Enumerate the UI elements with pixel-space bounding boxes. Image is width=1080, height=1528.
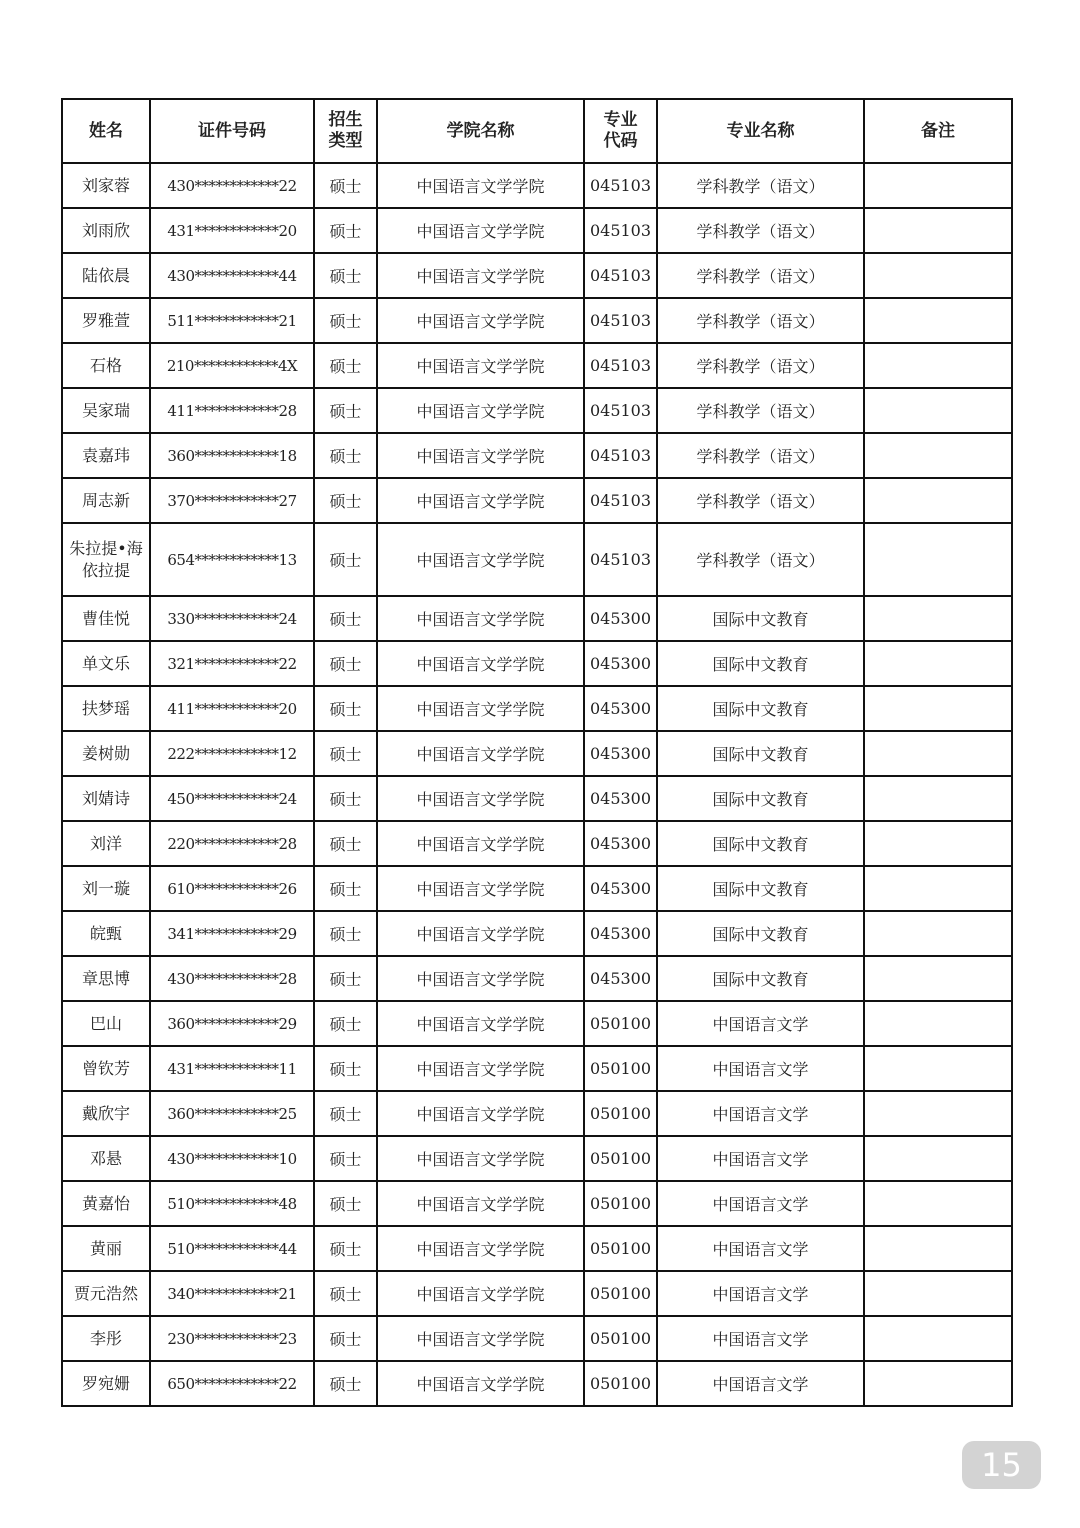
- cell-college: 中国语言文学学院: [377, 1136, 584, 1181]
- cell-id-number: 431************20: [150, 208, 314, 253]
- cell-major-code: 045103: [584, 388, 657, 433]
- cell-major-name: 学科教学（语文）: [657, 478, 864, 523]
- cell-name: 罗宛姗: [62, 1361, 150, 1406]
- table-row: [62, 731, 1012, 776]
- cell-major-code: 045300: [584, 911, 657, 956]
- cell-major-name: 学科教学（语文）: [657, 253, 864, 298]
- cell-enrollment-type: 硕士: [314, 163, 377, 208]
- cell-id-number: 222************12: [150, 731, 314, 776]
- page-number-badge: 15: [962, 1441, 1041, 1489]
- cell-enrollment-type: 硕士: [314, 478, 377, 523]
- cell-college: 中国语言文学学院: [377, 956, 584, 1001]
- cell-remarks: [864, 866, 1012, 911]
- cell-college: 中国语言文学学院: [377, 1001, 584, 1046]
- cell-enrollment-type: 硕士: [314, 776, 377, 821]
- cell-major-name: 中国语言文学: [657, 1091, 864, 1136]
- cell-name: 石格: [62, 343, 150, 388]
- table-row: [62, 343, 1012, 388]
- table-row: [62, 1271, 1012, 1316]
- cell-name: 戴欣宇: [62, 1091, 150, 1136]
- cell-college: 中国语言文学学院: [377, 1271, 584, 1316]
- cell-major-code: 050100: [584, 1136, 657, 1181]
- table-row: [62, 208, 1012, 253]
- cell-major-name: 学科教学（语文）: [657, 163, 864, 208]
- cell-enrollment-type: 硕士: [314, 1046, 377, 1091]
- table-row: [62, 388, 1012, 433]
- table-row: [62, 956, 1012, 1001]
- cell-remarks: [864, 731, 1012, 776]
- table-header-row: [62, 99, 1012, 163]
- cell-college: 中国语言文学学院: [377, 821, 584, 866]
- cell-major-name: 中国语言文学: [657, 1361, 864, 1406]
- cell-remarks: [864, 911, 1012, 956]
- cell-id-number: 341************29: [150, 911, 314, 956]
- cell-major-name: 国际中文教育: [657, 956, 864, 1001]
- header-remarks: 备注: [864, 99, 1012, 163]
- cell-enrollment-type: 硕士: [314, 1136, 377, 1181]
- cell-major-name: 学科教学（语文）: [657, 433, 864, 478]
- cell-name: 陆依晨: [62, 253, 150, 298]
- cell-college: 中国语言文学学院: [377, 343, 584, 388]
- cell-name: 刘家蓉: [62, 163, 150, 208]
- cell-college: 中国语言文学学院: [377, 1091, 584, 1136]
- cell-id-number: 370************27: [150, 478, 314, 523]
- cell-remarks: [864, 1226, 1012, 1271]
- cell-name: 扶梦瑶: [62, 686, 150, 731]
- cell-college: 中国语言文学学院: [377, 1181, 584, 1226]
- cell-id-number: 360************18: [150, 433, 314, 478]
- cell-remarks: [864, 596, 1012, 641]
- cell-id-number: 431************11: [150, 1046, 314, 1091]
- cell-major-code: 050100: [584, 1271, 657, 1316]
- cell-id-number: 510************48: [150, 1181, 314, 1226]
- cell-remarks: [864, 1001, 1012, 1046]
- cell-enrollment-type: 硕士: [314, 298, 377, 343]
- cell-name: 曹佳悦: [62, 596, 150, 641]
- cell-enrollment-type: 硕士: [314, 1091, 377, 1136]
- cell-remarks: [864, 298, 1012, 343]
- cell-major-name: 学科教学（语文）: [657, 343, 864, 388]
- cell-name: 姜树勋: [62, 731, 150, 776]
- cell-remarks: [864, 1316, 1012, 1361]
- header-id-number: 证件号码: [150, 99, 314, 163]
- cell-major-code: 050100: [584, 1316, 657, 1361]
- cell-id-number: 340************21: [150, 1271, 314, 1316]
- cell-name: 单文乐: [62, 641, 150, 686]
- table-row: [62, 523, 1012, 596]
- cell-id-number: 450************24: [150, 776, 314, 821]
- cell-name: 贾元浩然: [62, 1271, 150, 1316]
- cell-id-number: 430************44: [150, 253, 314, 298]
- cell-major-code: 045103: [584, 433, 657, 478]
- cell-major-code: 050100: [584, 1001, 657, 1046]
- cell-remarks: [864, 343, 1012, 388]
- cell-major-code: 050100: [584, 1361, 657, 1406]
- cell-college: 中国语言文学学院: [377, 523, 584, 596]
- cell-college: 中国语言文学学院: [377, 776, 584, 821]
- cell-remarks: [864, 163, 1012, 208]
- table-row: [62, 1361, 1012, 1406]
- cell-college: 中国语言文学学院: [377, 1361, 584, 1406]
- cell-id-number: 650************22: [150, 1361, 314, 1406]
- cell-major-name: 国际中文教育: [657, 776, 864, 821]
- cell-major-code: 045300: [584, 956, 657, 1001]
- cell-name: 曾钦芳: [62, 1046, 150, 1091]
- cell-id-number: 360************29: [150, 1001, 314, 1046]
- cell-name: 皖甄: [62, 911, 150, 956]
- cell-id-number: 220************28: [150, 821, 314, 866]
- cell-major-code: 045103: [584, 298, 657, 343]
- cell-id-number: 321************22: [150, 641, 314, 686]
- cell-college: 中国语言文学学院: [377, 911, 584, 956]
- table-row: [62, 163, 1012, 208]
- cell-name: 刘一璇: [62, 866, 150, 911]
- cell-major-name: 国际中文教育: [657, 866, 864, 911]
- cell-name: 黄嘉怡: [62, 1181, 150, 1226]
- cell-major-name: 国际中文教育: [657, 686, 864, 731]
- cell-enrollment-type: 硕士: [314, 1271, 377, 1316]
- cell-college: 中国语言文学学院: [377, 253, 584, 298]
- cell-college: 中国语言文学学院: [377, 298, 584, 343]
- cell-major-name: 中国语言文学: [657, 1181, 864, 1226]
- cell-enrollment-type: 硕士: [314, 641, 377, 686]
- cell-name: 邓悬: [62, 1136, 150, 1181]
- cell-name: 巴山: [62, 1001, 150, 1046]
- table-row: [62, 776, 1012, 821]
- cell-remarks: [864, 821, 1012, 866]
- table-row: [62, 1046, 1012, 1091]
- table-row: [62, 866, 1012, 911]
- cell-enrollment-type: 硕士: [314, 1226, 377, 1271]
- cell-enrollment-type: 硕士: [314, 1316, 377, 1361]
- cell-major-name: 中国语言文学: [657, 1136, 864, 1181]
- cell-id-number: 330************24: [150, 596, 314, 641]
- cell-college: 中国语言文学学院: [377, 1226, 584, 1271]
- cell-id-number: 230************23: [150, 1316, 314, 1361]
- cell-name: 刘婧诗: [62, 776, 150, 821]
- table-row: [62, 1091, 1012, 1136]
- table-row: [62, 596, 1012, 641]
- cell-major-name: 国际中文教育: [657, 641, 864, 686]
- table-row: [62, 478, 1012, 523]
- header-enrollment-type: 招生类型: [314, 99, 377, 163]
- cell-name: 刘雨欣: [62, 208, 150, 253]
- cell-major-name: 中国语言文学: [657, 1226, 864, 1271]
- cell-college: 中国语言文学学院: [377, 686, 584, 731]
- cell-remarks: [864, 523, 1012, 596]
- cell-enrollment-type: 硕士: [314, 433, 377, 478]
- cell-major-code: 045103: [584, 478, 657, 523]
- cell-college: 中国语言文学学院: [377, 641, 584, 686]
- cell-major-name: 学科教学（语文）: [657, 388, 864, 433]
- cell-major-code: 050100: [584, 1181, 657, 1226]
- cell-major-code: 045300: [584, 731, 657, 776]
- cell-major-code: 045103: [584, 253, 657, 298]
- cell-remarks: [864, 1136, 1012, 1181]
- cell-major-code: 045103: [584, 208, 657, 253]
- cell-id-number: 511************21: [150, 298, 314, 343]
- cell-remarks: [864, 641, 1012, 686]
- cell-enrollment-type: 硕士: [314, 821, 377, 866]
- cell-college: 中国语言文学学院: [377, 596, 584, 641]
- cell-id-number: 411************28: [150, 388, 314, 433]
- cell-id-number: 430************22: [150, 163, 314, 208]
- admission-list-table: [61, 98, 1013, 1407]
- table-row: [62, 433, 1012, 478]
- cell-enrollment-type: 硕士: [314, 686, 377, 731]
- cell-remarks: [864, 686, 1012, 731]
- cell-major-code: 045103: [584, 343, 657, 388]
- cell-major-name: 国际中文教育: [657, 911, 864, 956]
- cell-college: 中国语言文学学院: [377, 1316, 584, 1361]
- table-row: [62, 641, 1012, 686]
- cell-name: 罗雅萱: [62, 298, 150, 343]
- cell-college: 中国语言文学学院: [377, 433, 584, 478]
- cell-major-name: 国际中文教育: [657, 731, 864, 776]
- table-row: [62, 1136, 1012, 1181]
- cell-id-number: 430************28: [150, 956, 314, 1001]
- cell-remarks: [864, 1091, 1012, 1136]
- header-college: 学院名称: [377, 99, 584, 163]
- cell-major-code: 050100: [584, 1091, 657, 1136]
- cell-enrollment-type: 硕士: [314, 253, 377, 298]
- cell-major-code: 050100: [584, 1046, 657, 1091]
- cell-college: 中国语言文学学院: [377, 1046, 584, 1091]
- cell-remarks: [864, 253, 1012, 298]
- cell-name: 周志新: [62, 478, 150, 523]
- cell-major-code: 045300: [584, 776, 657, 821]
- cell-major-code: 045300: [584, 596, 657, 641]
- cell-major-name: 中国语言文学: [657, 1271, 864, 1316]
- cell-remarks: [864, 1181, 1012, 1226]
- table-row: [62, 298, 1012, 343]
- cell-remarks: [864, 433, 1012, 478]
- cell-name: 刘洋: [62, 821, 150, 866]
- table-row: [62, 686, 1012, 731]
- cell-major-name: 学科教学（语文）: [657, 298, 864, 343]
- table-row: [62, 1316, 1012, 1361]
- cell-major-code: 045300: [584, 821, 657, 866]
- cell-major-name: 国际中文教育: [657, 596, 864, 641]
- cell-enrollment-type: 硕士: [314, 208, 377, 253]
- cell-college: 中国语言文学学院: [377, 388, 584, 433]
- cell-remarks: [864, 1271, 1012, 1316]
- cell-id-number: 654************13: [150, 523, 314, 596]
- cell-college: 中国语言文学学院: [377, 731, 584, 776]
- cell-enrollment-type: 硕士: [314, 1001, 377, 1046]
- cell-major-name: 学科教学（语文）: [657, 523, 864, 596]
- cell-enrollment-type: 硕士: [314, 523, 377, 596]
- cell-college: 中国语言文学学院: [377, 163, 584, 208]
- cell-id-number: 610************26: [150, 866, 314, 911]
- cell-enrollment-type: 硕士: [314, 956, 377, 1001]
- cell-major-code: 045300: [584, 866, 657, 911]
- cell-major-code: 045103: [584, 523, 657, 596]
- cell-id-number: 430************10: [150, 1136, 314, 1181]
- cell-name: 黄丽: [62, 1226, 150, 1271]
- cell-remarks: [864, 1046, 1012, 1091]
- cell-remarks: [864, 388, 1012, 433]
- header-major-code: 专业代码: [584, 99, 657, 163]
- cell-major-code: 045300: [584, 686, 657, 731]
- table-row: [62, 911, 1012, 956]
- cell-major-name: 中国语言文学: [657, 1001, 864, 1046]
- cell-enrollment-type: 硕士: [314, 911, 377, 956]
- cell-remarks: [864, 956, 1012, 1001]
- header-name: 姓名: [62, 99, 150, 163]
- header-major-name: 专业名称: [657, 99, 864, 163]
- cell-name: 朱拉提•海依拉提: [62, 523, 150, 596]
- table-row: [62, 1001, 1012, 1046]
- cell-remarks: [864, 776, 1012, 821]
- cell-college: 中国语言文学学院: [377, 478, 584, 523]
- cell-name: 袁嘉玮: [62, 433, 150, 478]
- table-row: [62, 253, 1012, 298]
- cell-enrollment-type: 硕士: [314, 388, 377, 433]
- cell-name: 李彤: [62, 1316, 150, 1361]
- table-row: [62, 1226, 1012, 1271]
- cell-id-number: 411************20: [150, 686, 314, 731]
- cell-remarks: [864, 478, 1012, 523]
- cell-enrollment-type: 硕士: [314, 866, 377, 911]
- cell-major-name: 国际中文教育: [657, 821, 864, 866]
- cell-id-number: 210************4X: [150, 343, 314, 388]
- cell-college: 中国语言文学学院: [377, 866, 584, 911]
- cell-name: 章思博: [62, 956, 150, 1001]
- cell-major-name: 学科教学（语文）: [657, 208, 864, 253]
- cell-enrollment-type: 硕士: [314, 343, 377, 388]
- cell-major-code: 050100: [584, 1226, 657, 1271]
- cell-id-number: 510************44: [150, 1226, 314, 1271]
- cell-enrollment-type: 硕士: [314, 1361, 377, 1406]
- cell-remarks: [864, 208, 1012, 253]
- cell-major-code: 045300: [584, 641, 657, 686]
- cell-major-name: 中国语言文学: [657, 1046, 864, 1091]
- table-row: [62, 1181, 1012, 1226]
- table-row: [62, 821, 1012, 866]
- cell-remarks: [864, 1361, 1012, 1406]
- cell-enrollment-type: 硕士: [314, 731, 377, 776]
- cell-major-code: 045103: [584, 163, 657, 208]
- cell-enrollment-type: 硕士: [314, 596, 377, 641]
- cell-enrollment-type: 硕士: [314, 1181, 377, 1226]
- cell-name: 吴家瑞: [62, 388, 150, 433]
- cell-college: 中国语言文学学院: [377, 208, 584, 253]
- cell-id-number: 360************25: [150, 1091, 314, 1136]
- cell-major-name: 中国语言文学: [657, 1316, 864, 1361]
